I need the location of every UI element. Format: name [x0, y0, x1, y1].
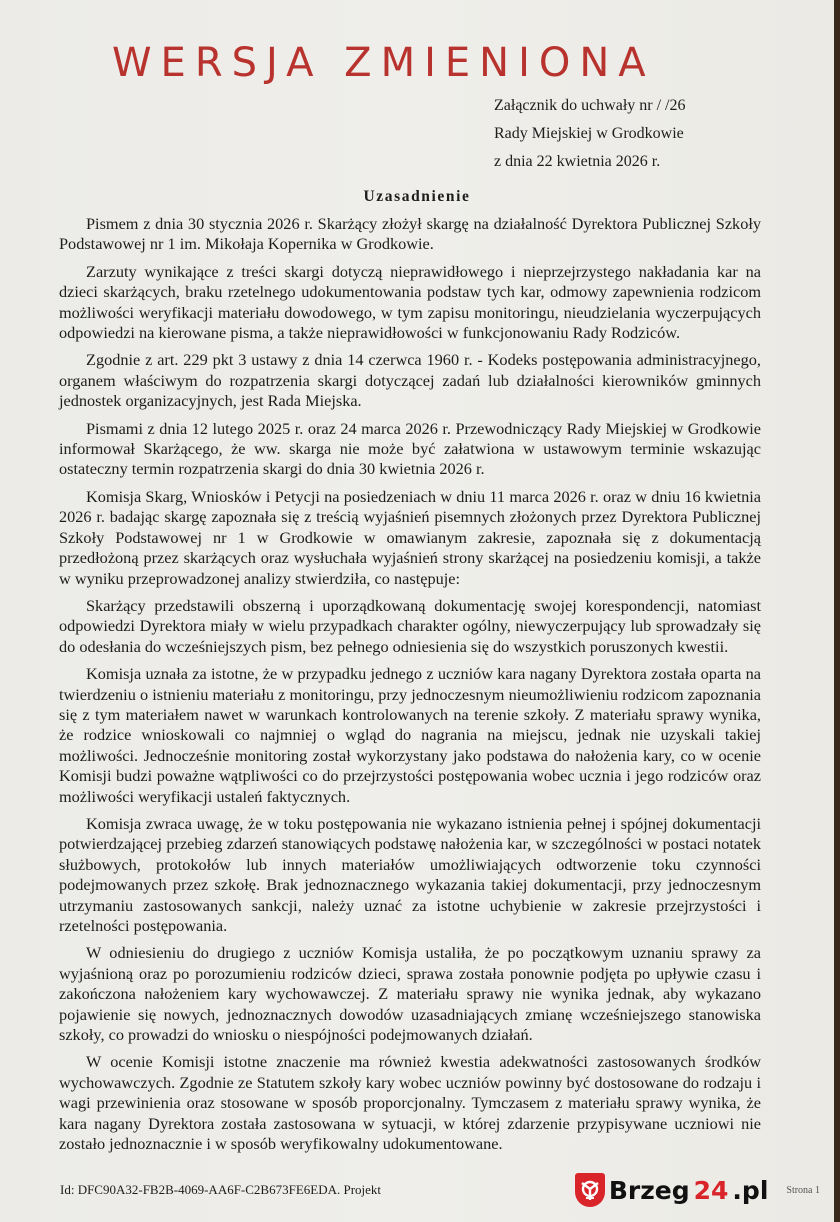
paragraph: Zgodnie z art. 229 pkt 3 ustawy z dnia 14 czerwca 1960 r. - Kodeks postępowania administracyjnego, organem właściwym do rozpatrzenia skargi dotyczącej zadań lub działalności kierowników gminnych jednostek organizacyjnych, jest Rada Miejska. — [59, 350, 761, 411]
document-title: Uzasadnienie — [363, 188, 471, 205]
page-footer — [60, 1172, 820, 1208]
handwritten-note: WERSJA ZMIENIONA — [112, 40, 655, 86]
document-body — [59, 214, 761, 1154]
paragraph: Pismami z dnia 12 lutego 2025 r. oraz 24 marca 2026 r. Przewodniczący Rady Miejskiej w Grodkowie informował Skarżącego, że ww. skarga nie może być załatwiona w ustawowym terminie wskazując ostateczny termin rozpatrzenia skargi do dnia 30 kwietnia 2026 r. — [59, 418, 761, 479]
annex-line-council: Rady Miejskiej w Grodkowie — [494, 125, 684, 142]
watermark-text-brzeg: Brzeg — [608, 1175, 690, 1205]
paragraph: Komisja uznała za istotne, że w przypadku jednego z uczniów kara nagany Dyrektora została oparta na twierdzeniu o istnieniu materiału z monitoringu, przy jednoczesnym nieumożliwieniu rodzicom zapoznania się z tym materiałem nawet w warunkach kontrolowanych na terenie szkoły. Z materiału sprawy wynika, że rodzice wnioskowali co najmniej o wgląd do nagrania na miejscu, jednak nie uzyskali takiej możliwości. Jednocześnie monitoring został wykorzystany jako podstawa do nałożenia kary, co w ocenie Komisji budzi poważne wątpliwości co do przejrzystości postępowania wobec ucznia i jego rodziców oraz możliwości weryfikacji ustaleń faktycznych. — [59, 664, 761, 806]
paragraph: W odniesieniu do drugiego z uczniów Komisja ustaliła, że po początkowym uznaniu sprawy za wyjaśnioną oraz po porozumieniu rodziców dzieci, sprawa została ponownie podjęta po upływie czasu i zakończona nałożeniem kary wychowawczej. Z materiału sprawy nie wynika jednak, aby wykazano pojawienie się nowych, jednoznacznych dowodów uzasadniających zmianę wcześniejszego stanowiska szkoły, co prowadzi do wniosku o niespójności podejmowanych działań. — [59, 943, 761, 1045]
document-id: Id: DFC90A32-FB2B-4069-AA6F-C2B673FE6EDA. Projekt — [60, 1182, 382, 1198]
paragraph: Pismem z dnia 30 stycznia 2026 r. Skarżący złożył skargę na działalność Dyrektora Publicznej Szkoły Podstawowej nr 1 im. Mikołaja Kopernika w Grodkowie. — [59, 214, 761, 254]
annex-line-resolution: Załącznik do uchwały nr / /26 — [494, 97, 686, 114]
annex-line-date: z dnia 22 kwietnia 2026 r. — [494, 153, 661, 170]
paragraph: Zarzuty wynikające z treści skargi dotyczą nieprawidłowego i nieprzejrzystego nakładania kar na dzieci skarżących, braku rzetelnego udokumentowania podstaw tych kar, odmowy zapewnienia rodzicom możliwości weryfikacji materiału dowodowego, w tym zapisu monitoringu, nieudzielania wyczerpujących odpowiedzi na kierowane pisma, a także nieprawidłowości w funkcjonowaniu Rady Rodziców. — [59, 261, 761, 343]
watermark-logo — [575, 1172, 769, 1208]
paragraph: Skarżący przedstawili obszerną i uporządkowaną dokumentację swojej korespondencji, natomiast odpowiedzi Dyrektora miały w wielu przypadkach charakter ogólny, niewyczerpujący lub sprowadzały się do odesłania do wcześniejszych pism, bez pełnego odniesienia się do wszystkich poruszonych kwestii. — [59, 595, 761, 656]
watermark-text-24: 24 — [693, 1175, 729, 1205]
watermark-text-pl: .pl — [732, 1175, 769, 1205]
annex-header — [494, 92, 824, 176]
paragraph: Komisja zwraca uwagę, że w toku postępowania nie wykazano istnienia pełnej i spójnej dokumentacji potwierdzającej przebieg zdarzeń stanowiących podstawę nałożenia kar, w szczególności w postaci notatek służbowych, protokołów lub innych materiałów umożliwiających odtworzenie toku czynności podejmowanych przez szkołę. Brak jednoznacznego wykazania takiej dokumentacji, przy jednoczesnym utrzymaniu zastosowanych sankcji, należy uznać za istotne uchybienie w zakresie przejrzystości i rzetelności postępowania. — [59, 813, 761, 935]
page-number: Strona 1 — [786, 1184, 820, 1196]
shield-anchor-icon — [575, 1173, 605, 1207]
paragraph: Komisja Skarg, Wniosków i Petycji na posiedzeniach w dniu 11 marca 2026 r. oraz w dniu 16 kwietnia 2026 r. badając skargę zapoznała się z treścią wyjaśnień pisemnych złożonych przez Dyrektora Publicznej Szkoły Podstawowej nr 1 w Grodkowie w omawianym zakresie, zapoznała się z dokumentacją przedłożoną przez skarżących oraz wysłuchała wyjaśnień strony skarżącej na posiedzeniu komisji, a także w wyniku przeprowadzonej analizy stwierdziła, co następuje: — [59, 486, 761, 588]
paragraph: W ocenie Komisji istotne znaczenie ma również kwestia adekwatności zastosowanych środków wychowawczych. Zgodnie ze Statutem szkoły kary wobec uczniów powinny być dostosowane do rodzaju i wagi przewinienia oraz stosowane w sposób proporcjonalny. Tymczasem z materiału sprawy wynika, że kara nagany Dyrektora została zastosowana w sytuacji, w której zdarzenie przypisywane uczniowi nie zostało jednoznacznie i w sposób weryfikowalny udokumentowane. — [59, 1052, 761, 1154]
